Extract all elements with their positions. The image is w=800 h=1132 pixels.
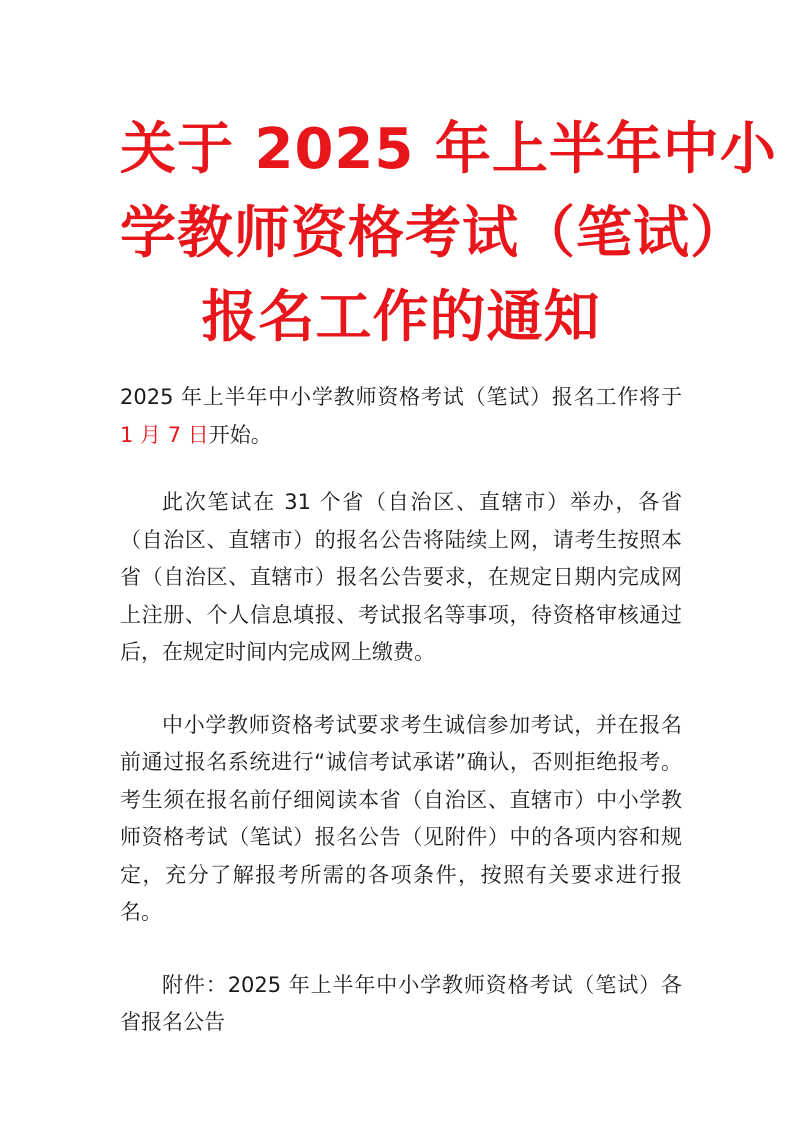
title-line-2: 学教师资格考试（笔试） [120, 201, 747, 266]
title-line-1: 关于 2025 年上半年中小 [120, 117, 777, 182]
start-date: 1 月 7 日 [120, 422, 209, 447]
attachment-note: 附件：2025 年上半年中小学教师资格考试（笔试）各省报名公告 [120, 972, 682, 1034]
intro-text: 2025 年上半年中小学教师资格考试（笔试）报名工作将于 [120, 385, 682, 409]
intro-paragraph [120, 379, 682, 454]
registration-paragraph: 此次笔试在 31 个省（自治区、直辖市）举办，各省（自治区、直辖市）的报名公告将陆续上网，请考生按照本省（自治区、直辖市）报名公告要求，在规定日期内完成网上注册、个人信息填报、考试报名等事项，待资格审核通过后，在规定时间内完成网上缴费。 [120, 490, 682, 664]
intro-text-end: 开始。 [208, 422, 272, 447]
title-line-3: 报名工作的通知 [201, 285, 601, 350]
integrity-paragraph: 中小学教师资格考试要求考生诚信参加考试，并在报名前通过报名系统进行“诚信考试承诺”确认，否则拒绝报考。考生须在报名前仔细阅读本省（自治区、直辖市）中小学教师资格考试（笔试）报名公告（见附件）中的各项内容和规定，充分了解报考所需的各项条件，按照有关要求进行报名。 [120, 712, 682, 924]
notice-title [120, 108, 777, 360]
